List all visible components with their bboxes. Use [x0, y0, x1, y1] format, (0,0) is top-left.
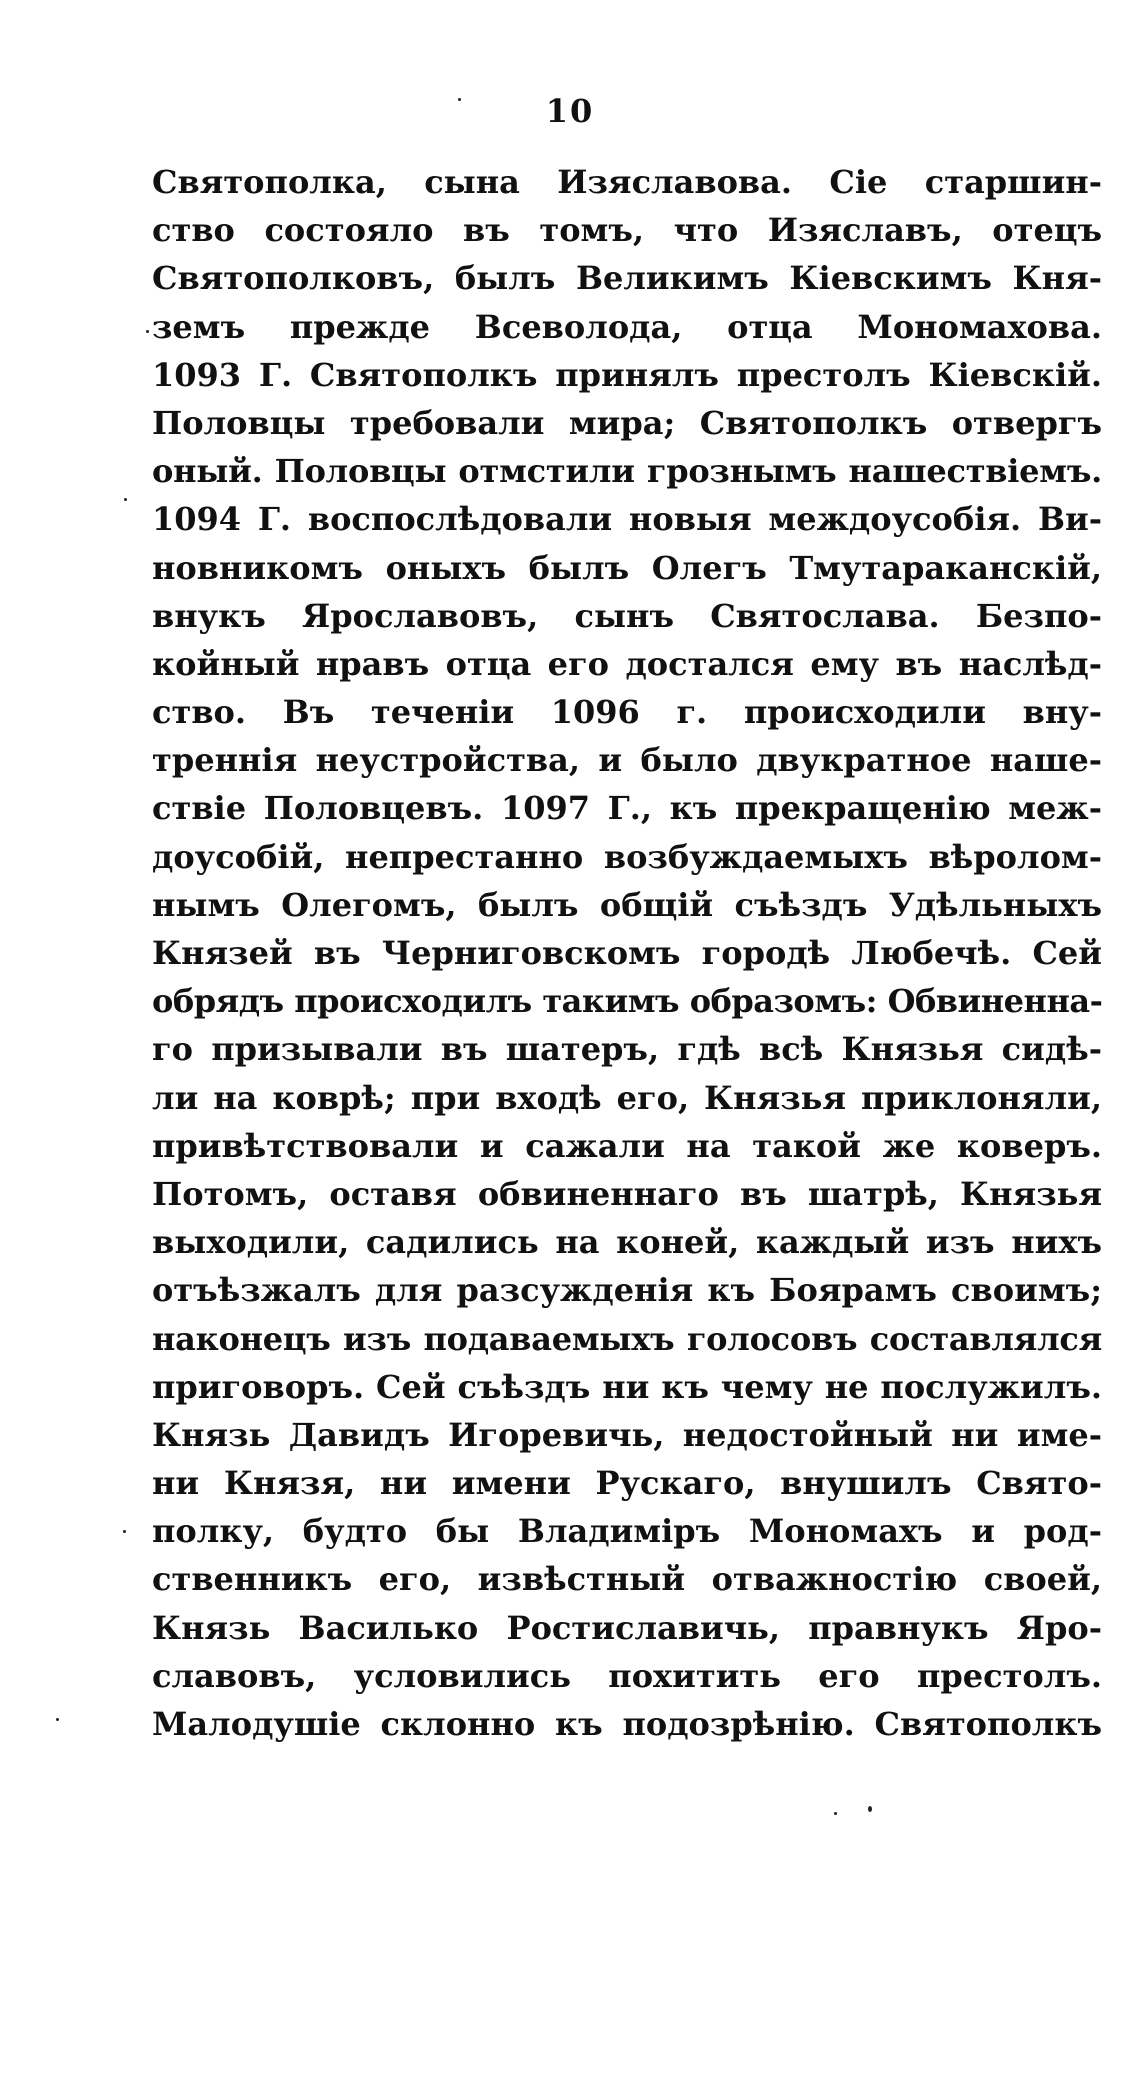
- text-line: Князь Давидъ Игоревичь, недостойный ни име-: [152, 1415, 1102, 1454]
- text-line: полку, будто бы Владиміръ Мономахъ и род-: [152, 1512, 1102, 1551]
- text-line: доусобій, непрестанно возбуждаемыхъ вѣролом-: [152, 837, 1102, 876]
- text-line: Князь Василько Ростиславичь, правнукъ Яро-: [152, 1608, 1102, 1647]
- text-line: 1094 Г. воспослѣдовали новыя междоусобія. Ви-: [152, 500, 1102, 539]
- text-line: ствіе Половцевъ. 1097 Г., къ прекращенію меж-: [152, 789, 1102, 828]
- text-line: отъѣзжалъ для разсужденія къ Боярамъ своимъ;: [152, 1271, 1102, 1310]
- scan-speck: [868, 1806, 872, 1812]
- text-line: внукъ Ярославовъ, сынъ Святослава. Безпо-: [152, 596, 1102, 635]
- text-line: Святополковъ, былъ Великимъ Кіевскимъ Кня-: [152, 259, 1102, 298]
- text-line: Половцы требовали мира; Святополкъ отвергъ: [152, 403, 1102, 442]
- text-line: выходили, садились на коней, каждый изъ нихъ: [152, 1223, 1102, 1262]
- text-line: обрядъ происходилъ такимъ образомъ: Обвиненна-: [152, 982, 1103, 1021]
- text-line: нымъ Олегомъ, былъ общій съѣздъ Удѣльныхъ: [152, 885, 1102, 924]
- text-line: новникомъ оныхъ былъ Олегъ Тмутараканскій,: [152, 548, 1102, 587]
- text-line: Малодушіе склонно къ подозрѣнію. Святополкъ: [152, 1705, 1102, 1743]
- page-number: 10: [545, 92, 595, 130]
- text-line: Князей въ Черниговскомъ городѣ Любечѣ. Сей: [152, 934, 1102, 972]
- scan-speck: [146, 330, 149, 333]
- text-line: приговоръ. Сей съѣздъ ни къ чему не послужилъ.: [152, 1367, 1102, 1406]
- text-line: наконецъ изъ подаваемыхъ голосовъ составлялся: [152, 1319, 1102, 1358]
- text-line: оный. Половцы отмстили грознымъ нашествіемъ.: [152, 452, 1102, 491]
- scan-speck: [834, 1812, 837, 1815]
- text-line: ли на коврѣ; при входѣ его, Князья приклоняли,: [152, 1078, 1102, 1117]
- text-line: ство. Въ теченіи 1096 г. происходили вну-: [152, 693, 1102, 732]
- scan-speck: [124, 498, 127, 501]
- text-line: Потомъ, оставя обвиненнаго въ шатрѣ, Князья: [152, 1174, 1102, 1213]
- text-line: ство состояло въ томъ, что Изяславъ, отецъ: [152, 211, 1102, 250]
- text-line: го призывали въ шатеръ, гдѣ всѣ Князья сидѣ-: [152, 1030, 1102, 1069]
- text-line: Святополка, сына Изяславова. Сіе старшин-: [152, 163, 1102, 201]
- text-line: земъ прежде Всеволода, отца Мономахова.: [152, 307, 1102, 346]
- text-line: ственникъ его, извѣстный отважностію своей,: [152, 1560, 1102, 1599]
- scan-speck: [123, 1530, 126, 1533]
- text-line: привѣтствовали и сажали на такой же коверъ.: [152, 1126, 1102, 1165]
- text-line: 1093 Г. Святополкъ принялъ престолъ Кіевскій.: [152, 355, 1102, 394]
- text-line: койный нравъ отца его достался ему въ наслѣд-: [152, 644, 1102, 683]
- body-text: [152, 158, 1102, 1748]
- scan-speck: [56, 1718, 59, 1721]
- text-line: треннія неустройства, и было двукратное наше-: [152, 741, 1102, 780]
- scan-speck: [458, 98, 461, 101]
- text-line: ни Князя, ни имени Рускаго, внушилъ Свято-: [152, 1464, 1102, 1503]
- text-line: славовъ, условились похитить его престолъ.: [152, 1656, 1102, 1695]
